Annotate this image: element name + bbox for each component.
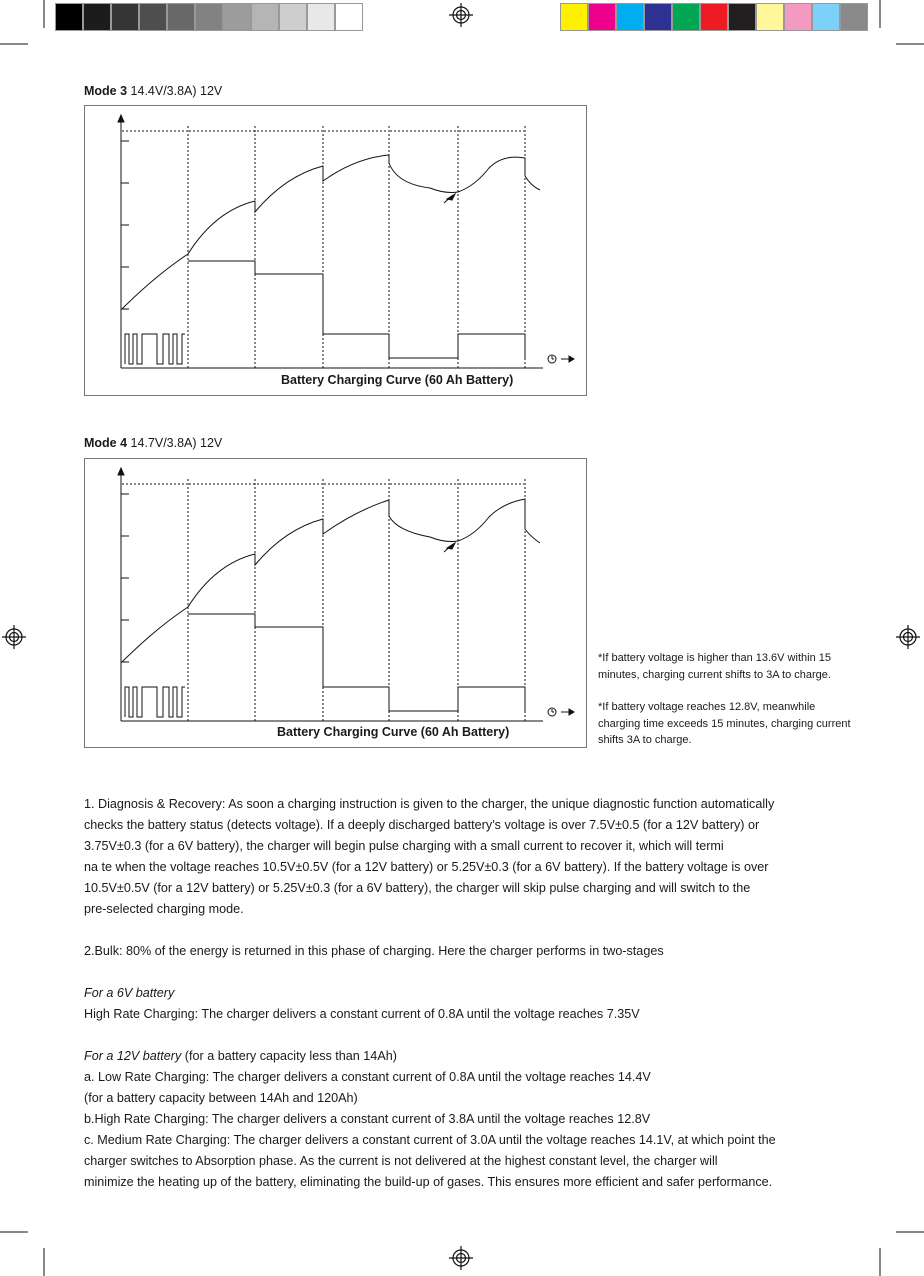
text-line: 3.75V±0.3 (for a 6V battery), the charger will begin pulse charging with a small current to recover it, which will termi xyxy=(84,839,724,853)
mode4-chart-svg xyxy=(85,459,586,747)
text-line: pre-selected charging mode. xyxy=(84,902,244,916)
mode4-caption: Battery Charging Curve (60 Ah Battery) xyxy=(277,725,510,739)
text-line: c. Medium Rate Charging: The charger delivers a constant current of 3.0A until the voltage reaches 14.1V, at which point the xyxy=(84,1133,776,1147)
current-curve xyxy=(188,261,525,360)
paragraph-diagnosis xyxy=(84,794,844,920)
y-axis-arrow xyxy=(118,468,124,475)
y-axis-arrow xyxy=(118,115,124,122)
twelve-volt-heading: For a 12V battery xyxy=(84,1049,182,1063)
mode3-label: Mode 3 xyxy=(84,84,128,98)
mode3-title xyxy=(84,84,222,98)
text-line: checks the battery status (detects voltage). If a deeply discharged battery’s voltage is over 7.5V±0.5 (for a 12V battery) or xyxy=(84,818,760,832)
side-notes xyxy=(598,650,858,749)
mode4-label: Mode 4 xyxy=(84,436,128,450)
voltage-curve xyxy=(122,155,540,309)
current-curve xyxy=(188,614,525,713)
text-line: a. Low Rate Charging: The charger delivers a constant current of 0.8A until the voltage reaches 14.4V xyxy=(84,1070,651,1084)
mode4-title xyxy=(84,436,222,450)
text-line: charger switches to Absorption phase. As the current is not delivered at the highest constant level, the charger will xyxy=(84,1154,718,1168)
text-line: minimize the heating up of the battery, eliminating the build-up of gases. This ensures more efficient and safer performance. xyxy=(84,1175,773,1189)
six-volt-heading: For a 6V battery xyxy=(84,986,175,1000)
text-line: 1. Diagnosis & Recovery: As soon a charging instruction is given to the charger, the unique diagnostic function automatically xyxy=(84,797,775,811)
mode4-spec: 14.7V/3.8A) 12V xyxy=(127,436,223,450)
registration-target-icon xyxy=(449,1246,473,1270)
voltage-curve xyxy=(122,499,540,662)
body-text xyxy=(84,794,844,1193)
mode3-spec: 14.4V/3.8A) 12V xyxy=(127,84,223,98)
text-line: 10.5V±0.5V (for a 12V battery) or 5.25V±0.3 (for a 6V battery), the charger will skip pulse charging and will switch to the xyxy=(84,881,751,895)
mode3-chart xyxy=(84,105,587,396)
text-line: na te when the voltage reaches 10.5V±0.5V (for a 12V battery) or 5.25V±0.3 (for a 6V battery). If the battery voltage is over xyxy=(84,860,769,874)
text-line: (for a battery capacity between 14Ah and 120Ah) xyxy=(84,1091,358,1105)
text-line: b.High Rate Charging: The charger delivers a constant current of 3.8A until the voltage reaches 12.8V xyxy=(84,1112,651,1126)
six-volt-line: High Rate Charging: The charger delivers a constant current of 0.8A until the voltage reaches 7.35V xyxy=(84,1007,640,1021)
registration-target-icon xyxy=(896,625,920,649)
registration-target-icon xyxy=(449,3,473,27)
mode4-chart xyxy=(84,458,587,748)
pulse-signal xyxy=(125,687,185,717)
twelve-volt-heading-suffix: (for a battery capacity less than 14Ah) xyxy=(181,1049,397,1063)
paragraph-bulk: 2.Bulk: 80% of the energy is returned in this phase of charging. Here the charger performs in two-stages xyxy=(84,944,664,958)
mode3-caption: Battery Charging Curve (60 Ah Battery) xyxy=(281,373,514,387)
pulse-signal xyxy=(125,334,185,364)
registration-target-icon xyxy=(2,625,26,649)
mode3-chart-svg xyxy=(85,106,586,395)
twelve-volt-heading-line xyxy=(84,1046,844,1067)
note-2: *If battery voltage reaches 12.8V, meanwhile charging time exceeds 15 minutes, charging current shifts 3A to charge. xyxy=(598,701,851,746)
note-1: *If battery voltage is higher than 13.6V within 15 minutes, charging current shifts to 3A to charge. xyxy=(598,652,831,681)
